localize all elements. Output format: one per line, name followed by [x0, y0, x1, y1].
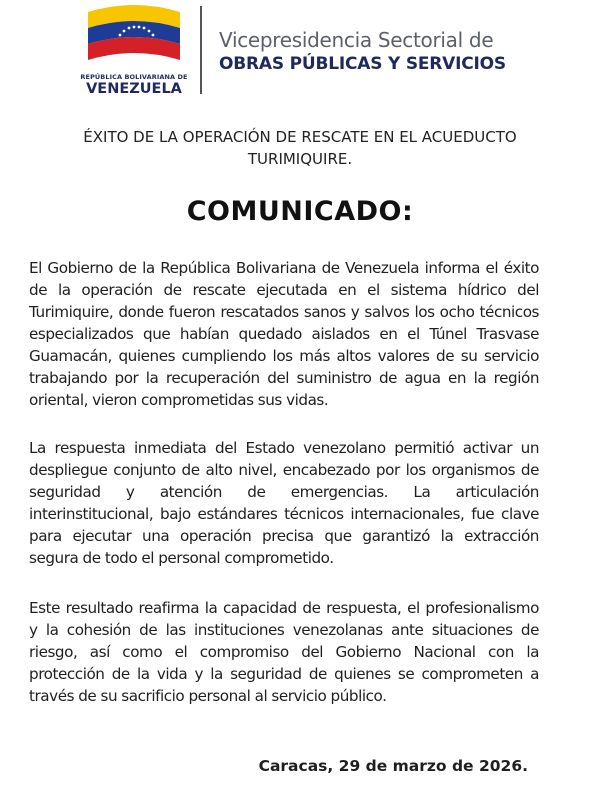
- place-date-signoff: Caracas, 29 de marzo de 2026.: [258, 757, 528, 775]
- org-title-line2: OBRAS PÚBLICAS Y SERVICIOS: [219, 54, 506, 74]
- venezuela-logo: [78, 4, 190, 96]
- header-divider: [200, 6, 202, 94]
- logo-caption-small: REPÚBLICA BOLIVARIANA DE: [80, 73, 188, 81]
- document-subject: ÉXITO DE LA OPERACIÓN DE RESCATE EN EL ACUEDUCTO TURIMIQUIRE.: [83, 128, 517, 168]
- paragraph-1: El Gobierno de la República Bolivariana de Venezuela informa el éxito de la operación de rescate ejecutada en el sistema hídrico del Turimiquire, donde fueron rescatados sanos y salvos los ocho técnicos especializados que habían quedado aislados en el Túnel Trasvase Guamacán, quienes cumpliendo los más altos valores de su servicio trabajando por la recuperación del suministro de agua en la región oriental, vieron comprometidas sus vidas.: [29, 259, 539, 409]
- letterhead: [0, 0, 600, 100]
- document-heading: COMUNICADO:: [186, 196, 414, 227]
- logo-caption-country: VENEZUELA: [86, 81, 182, 97]
- paragraph-2: La respuesta inmediata del Estado venezolano permitió activar un despliegue conjunto de alto nivel, encabezado por los organismos de seguridad y atención de emergencias. La articulación interinstitucional, bajo estándares técnicos internacionales, fue clave para ejecutar una operación precisa que garantizó la extracción segura de todo el personal comprometido.: [29, 439, 539, 567]
- org-title-line1: Vicepresidencia Sectorial de: [219, 28, 494, 52]
- venezuela-flag-icon: [84, 4, 184, 62]
- paragraph-3: Este resultado reafirma la capacidad de respuesta, el profesionalismo y la cohesión de las instituciones venezolanas ante situaciones de riesgo, así como el compromiso del Gobierno Nacional con la protección de la vida y la seguridad de quienes se comprometen a través de su sacrificio personal al servicio público.: [29, 599, 539, 705]
